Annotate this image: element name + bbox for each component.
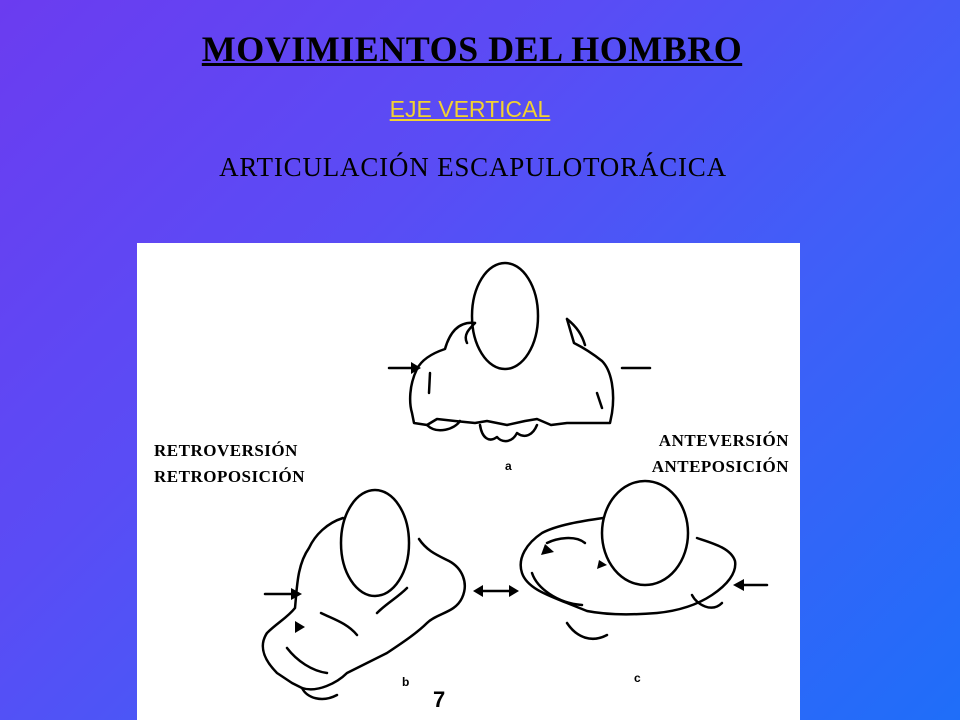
slide-subtitle-axis: EJE VERTICAL [389, 96, 551, 122]
label-anteversion-line1: ANTEVERSIÓN [658, 431, 789, 450]
label-anteversion [607, 428, 789, 480]
panel-letter-c: c [634, 671, 641, 685]
slide-title: MOVIMIENTOS DEL HOMBRO [201, 29, 743, 69]
label-retroversion-line2: RETROPOSICIÓN [154, 467, 306, 486]
label-anteversion-line2: ANTEPOSICIÓN [651, 457, 789, 476]
figure-b-retroversion [263, 490, 519, 699]
label-retroversion [154, 438, 305, 490]
panel-letter-a: a [505, 459, 512, 473]
figure-number: 7 [433, 687, 446, 712]
figure-a-neutral [389, 263, 650, 441]
figure-c-anteversion [521, 481, 767, 639]
label-retroversion-line1: RETROVERSIÓN [154, 441, 298, 460]
slide-subtitle-joint: ARTICULACIÓN ESCAPULOTORÁCICA [219, 152, 727, 182]
panel-letter-b: b [402, 675, 410, 689]
shoulder-illustration [137, 243, 800, 720]
